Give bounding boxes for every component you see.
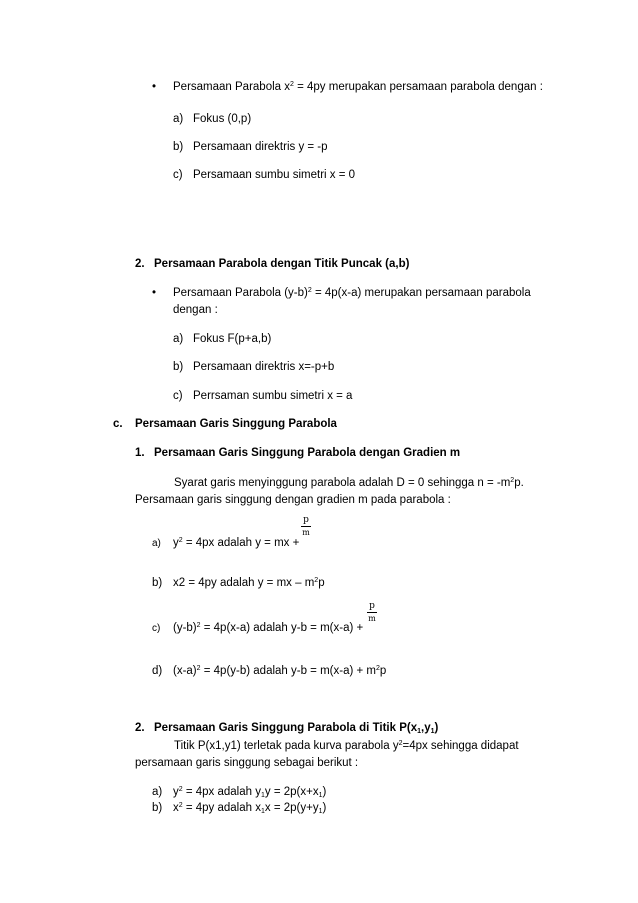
formula-text: y bbox=[173, 786, 179, 798]
subscript: 1 bbox=[260, 808, 265, 815]
list-marker: d) bbox=[152, 665, 163, 677]
fraction-p-over-m bbox=[299, 515, 313, 538]
list-item-axis: Perrsaman sumbu simetri x = a bbox=[193, 390, 353, 402]
fraction-numerator: p bbox=[369, 601, 375, 611]
exponent: 2 bbox=[178, 537, 183, 544]
list-item-directrix: Persamaan direktris x=-p+b bbox=[193, 361, 335, 373]
list-marker: a) bbox=[152, 538, 161, 549]
heading-text: Persamaan Garis Singgung Parabola di Titik P(x bbox=[154, 722, 418, 734]
exponent: 2 bbox=[178, 786, 183, 793]
formula-text: p bbox=[318, 577, 325, 589]
statement-prefix: Persamaan Parabola (y-b) bbox=[173, 287, 308, 299]
heading-number: 2. bbox=[135, 258, 145, 270]
formula-text: (y-b) bbox=[173, 622, 197, 634]
paragraph-text: =4px sehingga didapat bbox=[402, 740, 519, 752]
formula-text: x = 2p(y+y bbox=[264, 802, 319, 814]
fraction-numerator: p bbox=[303, 515, 309, 525]
subscript: 1 bbox=[260, 792, 265, 799]
heading-number: 2. bbox=[135, 722, 145, 734]
paragraph-line bbox=[174, 739, 519, 753]
tangent-formula-c bbox=[173, 621, 363, 635]
formula-text: = 4p(x-a) adalah y-b = m(x-a) + bbox=[200, 622, 364, 634]
heading-text: ,y bbox=[421, 722, 431, 734]
exponent: 2 bbox=[375, 665, 380, 672]
formula-text: x2 = 4py adalah y = mx – m bbox=[173, 577, 315, 589]
exponent: 2 bbox=[314, 577, 319, 584]
exponent: 2 bbox=[398, 740, 403, 747]
paragraph-text: p. bbox=[514, 477, 524, 489]
formula-text: = 4px adalah y = mx + bbox=[182, 537, 300, 549]
exponent: 2 bbox=[196, 622, 201, 629]
tangent-point-formula-a bbox=[173, 785, 326, 799]
subscript: 1 bbox=[430, 728, 435, 735]
heading-number: 1. bbox=[135, 447, 145, 459]
subscript: 1 bbox=[318, 808, 323, 815]
list-item-focus: Fokus F(p+a,b) bbox=[193, 333, 272, 345]
formula-text: y = 2p(x+x bbox=[264, 786, 319, 798]
tangent-formula-d bbox=[173, 664, 386, 678]
tangent-formula-a bbox=[173, 536, 299, 550]
statement-suffix: = 4py merupakan persamaan parabola dengan : bbox=[293, 81, 543, 93]
list-marker: c) bbox=[173, 390, 183, 402]
statement-continuation: dengan : bbox=[173, 304, 218, 316]
tangent-formula-b bbox=[173, 576, 325, 590]
bullet-marker: • bbox=[152, 81, 157, 93]
fraction-p-over-m bbox=[365, 601, 379, 624]
fraction-denominator: m bbox=[368, 614, 376, 623]
list-marker: c) bbox=[152, 623, 161, 634]
formula-text: y bbox=[173, 537, 179, 549]
list-marker: a) bbox=[152, 786, 163, 798]
section-letter: c. bbox=[113, 418, 123, 430]
subsection-heading bbox=[154, 721, 438, 735]
formula-text: = 4px adalah y bbox=[182, 786, 261, 798]
exponent: 2 bbox=[289, 81, 294, 88]
paragraph-line: persamaan garis singgung sebagai berikut : bbox=[135, 757, 359, 769]
list-marker: a) bbox=[173, 113, 184, 125]
statement-prefix: Persamaan Parabola x bbox=[173, 81, 290, 93]
section-heading: Persamaan Parabola dengan Titik Puncak (a,b) bbox=[154, 258, 410, 270]
paragraph-line: Persamaan garis singgung dengan gradien m pada parabola : bbox=[135, 494, 451, 506]
parabola-x2-statement bbox=[173, 80, 543, 94]
exponent: 2 bbox=[307, 287, 312, 294]
list-marker: b) bbox=[173, 361, 184, 373]
fraction-denominator: m bbox=[302, 528, 310, 537]
list-item-axis: Persamaan sumbu simetri x = 0 bbox=[193, 169, 356, 181]
list-marker: b) bbox=[173, 141, 184, 153]
statement-suffix: = 4p(x-a) merupakan persamaan parabola bbox=[311, 287, 531, 299]
formula-text: ) bbox=[322, 802, 327, 814]
list-marker: c) bbox=[173, 169, 183, 181]
list-marker: b) bbox=[152, 802, 163, 814]
formula-text: p bbox=[379, 665, 387, 677]
tangent-point-formula-b bbox=[173, 801, 326, 815]
formula-text: = 4p(y-b) adalah y-b = m(x-a) + m bbox=[200, 665, 376, 677]
paragraph-text: Titik P(x1,y1) terletak pada kurva parabola y bbox=[174, 740, 399, 752]
list-marker: a) bbox=[173, 333, 184, 345]
paragraph-text: Syarat garis menyinggung parabola adalah D = 0 sehingga n = -m bbox=[174, 477, 511, 489]
exponent: 2 bbox=[196, 665, 201, 672]
exponent: 2 bbox=[510, 477, 515, 484]
subscript: 1 bbox=[318, 792, 323, 799]
list-item-directrix: Persamaan direktris y = -p bbox=[193, 141, 328, 153]
list-marker: b) bbox=[152, 577, 163, 589]
subscript: 1 bbox=[417, 728, 421, 735]
exponent: 2 bbox=[178, 802, 183, 809]
formula-text: (x-a) bbox=[173, 665, 197, 677]
heading-text: ) bbox=[434, 722, 439, 734]
formula-text: = 4py adalah x bbox=[182, 802, 261, 814]
subsection-heading: Persamaan Garis Singgung Parabola dengan Gradien m bbox=[154, 447, 461, 459]
section-heading: Persamaan Garis Singgung Parabola bbox=[135, 418, 337, 430]
formula-text: x bbox=[173, 802, 179, 814]
formula-text: ) bbox=[322, 786, 327, 798]
paragraph-line bbox=[174, 476, 524, 490]
list-item-focus: Fokus (0,p) bbox=[193, 113, 252, 125]
bullet-marker: • bbox=[152, 287, 157, 299]
parabola-ab-statement bbox=[173, 286, 531, 300]
